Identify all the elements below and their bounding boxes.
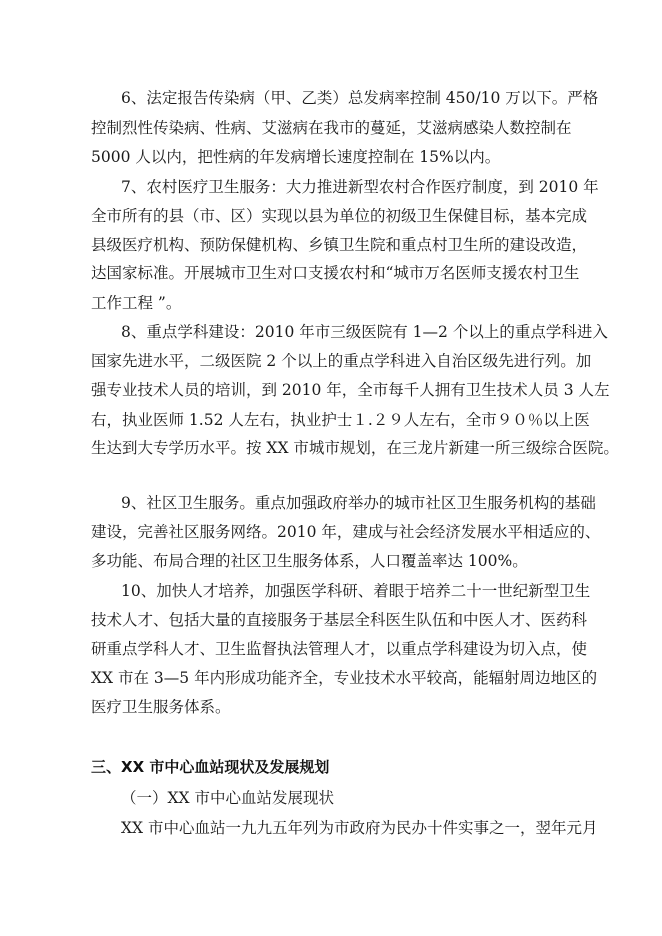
subsection-heading: （一）XX 市中心血站发展现状 bbox=[121, 789, 334, 807]
item-10-line-3: 研重点学科人才、卫生监督执法管理人才，以重点学科建设为切入点，使 bbox=[91, 640, 588, 658]
item-7-line-3: 县级医疗机构、预防保健机构、乡镇卫生院和重点村卫生所的建设改造， bbox=[91, 236, 588, 254]
item-9-line-2: 建设，完善社区服务网络。2010 年，建成与社会经济发展水平相适应的、 bbox=[91, 523, 601, 541]
item-8-line-1: 8、重点学科建设：2010 年市三级医院有 1—2 个以上的重点学科进入 bbox=[121, 323, 608, 341]
item-9-line-3: 多功能、布局合理的社区卫生服务体系，人口覆盖率达 100%。 bbox=[91, 552, 528, 570]
item-6-line-2: 控制烈性传染病、性病、艾滋病在我市的蔓延，艾滋病感染人数控制在 bbox=[91, 119, 572, 137]
item-7-line-2: 全市所有的县（市、区）实现以县为单位的初级卫生保健目标，基本完成 bbox=[91, 207, 588, 225]
item-6-line-3: 5000 人以内，把性病的年发病增长速度控制在 15%以内。 bbox=[91, 148, 501, 166]
item-10-line-4: XX 市在 3—5 年内形成功能齐全，专业技术水平较高，能辐射周边地区的 bbox=[91, 669, 598, 687]
item-9-line-1: 9、社区卫生服务。重点加强政府举办的城市社区卫生服务机构的基础 bbox=[121, 494, 596, 512]
item-7-line-5: 工作工程 ”。 bbox=[91, 294, 182, 312]
section-heading: 三、XX 市中心血站现状及发展规划 bbox=[91, 758, 330, 776]
item-7-line-1: 7、农村医疗卫生服务：大力推进新型农村合作医疗制度，到 2010 年 bbox=[121, 178, 599, 196]
item-6-line-1: 6、法定报告传染病（甲、乙类）总发病率控制 450/10 万以下。严格 bbox=[121, 89, 599, 107]
item-8-line-2: 国家先进水平，二级医院 2 个以上的重点学科进入自治区级先进行列。加 bbox=[91, 352, 592, 370]
item-7-line-4: 达国家标准。开展城市卫生对口支援农村和“城市万名医师支援农村卫生 bbox=[91, 264, 580, 282]
item-8-line-3: 强专业技术人员的培训，到 2010 年，全市每千人拥有卫生技术人员 3 人左 bbox=[91, 381, 610, 399]
item-10-line-1: 10、加快人才培养，加强医学科研、着眼于培养二十一世纪新型卫生 bbox=[121, 582, 591, 600]
item-8-line-5: 生达到大专学历水平。按 XX 市城市规划，在三龙片新建一所三级综合医院。 bbox=[91, 439, 619, 457]
item-10-line-2: 技术人才、包括大量的直接服务于基层全科医生队伍和中医人才、医药科 bbox=[91, 611, 588, 629]
closing-paragraph-line: XX 市中心血站一九九五年列为市政府为民办十件实事之一，翌年元月 bbox=[121, 819, 598, 837]
item-10-line-5: 医疗卫生服务体系。 bbox=[91, 698, 231, 716]
item-8-line-4: 右，执业医师 1.52 人左右，执业护士１.２９人左右，全市９０％以上医 bbox=[91, 411, 590, 429]
